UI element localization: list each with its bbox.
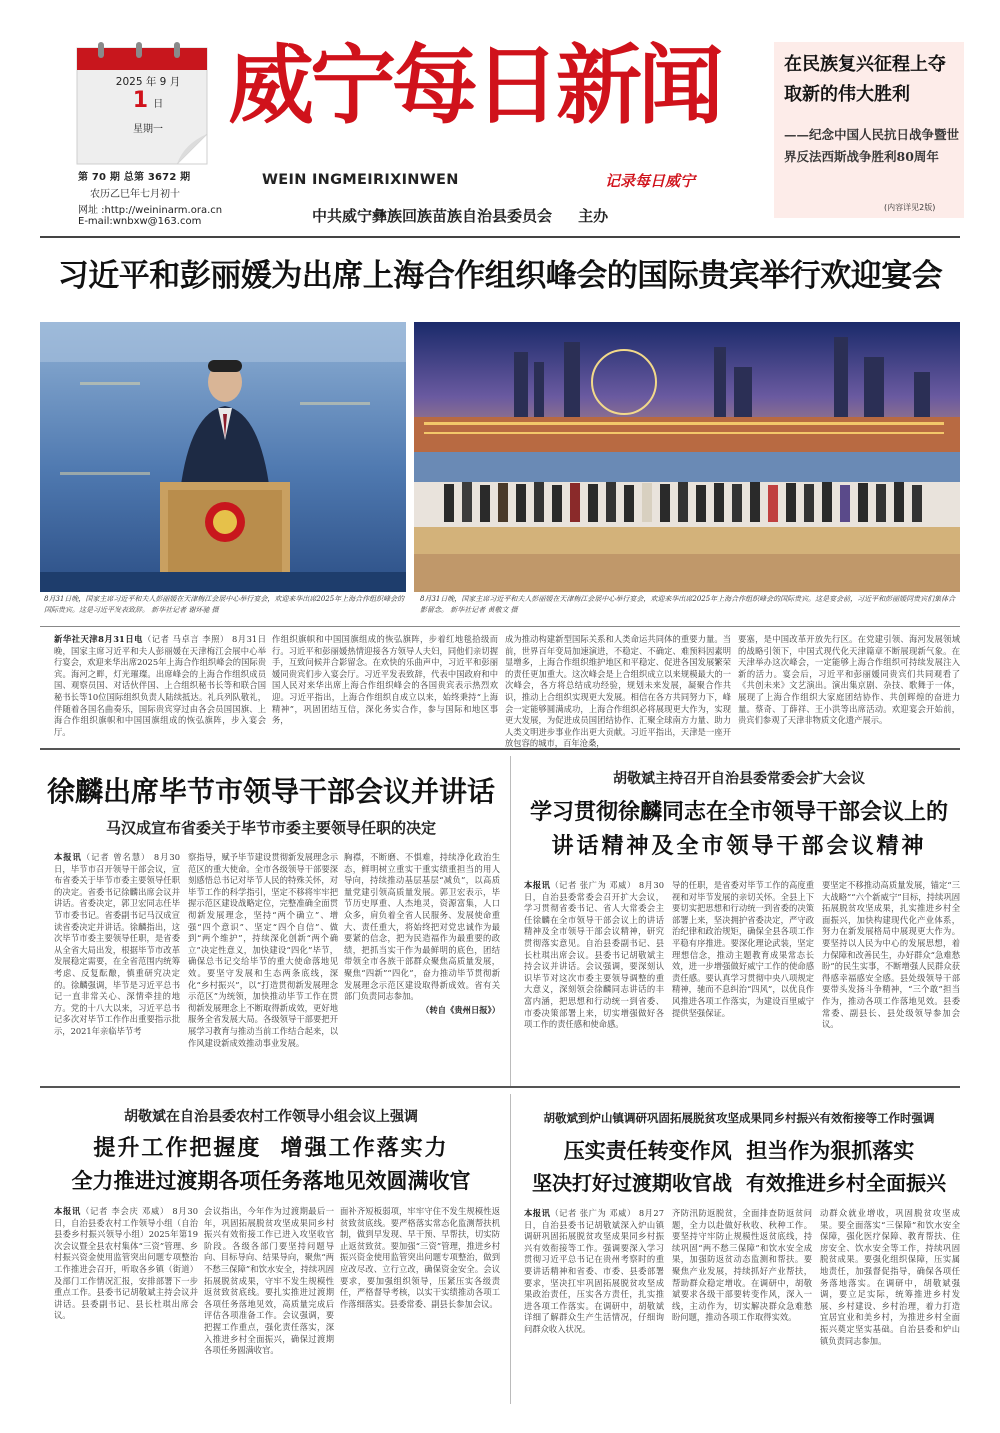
hujingbin3-kicker: 胡敬斌到炉山镇调研巩固拓展脱贫攻坚成果同乡村振兴有效衔接等工作时强调 — [543, 1111, 935, 1125]
xulin-source: （转自《贵州日报》） — [421, 1004, 500, 1015]
lead-col-3: 成为推动构建新型国际关系和人类命运共同体的重要力量。当前，世界百年变局加速演进，不稳定、不确定、难预料因素明显增多，上海合作组织维护地区和平稳定、促进各国发展繁荣的责任更加重大。这次峰会是上合组织成立以来规模最大的一次峰会，各方将总结成功经验，规划未来发展，凝聚合作共识，推动上合组织实现更大发展。相信在各方共同努力下，峰会一定能够圆满成功，上海合作组织必将展现更大作为，实现更大发展，为促进成员国团结协作、汇聚全球南方力量、助力人类文明进步事业作出更大贡献。习近平指出，天津是一座开放包容的城市，百年沧桑， — [505, 634, 731, 749]
date-year-month: 2025 年 9 月 — [115, 76, 181, 88]
photo-group-caption: 8月31日晚，国家主席习近平和夫人彭丽媛在天津梅江会展中心举行宴会，欢迎来华出席2025年上海合作组织峰会的国际贵宾。这是宴会前，习近平和彭丽媛同贵宾们集体合影留念。 新华社记者 黄敬文 摄 — [420, 595, 956, 614]
hujingbin2-kicker: 胡敬斌在自治县委农村工作领导小组会议上强调 — [124, 1109, 418, 1125]
lead-dateline: 新华社天津8月31日电（记者 马卓言 李照） — [54, 634, 229, 644]
lunar-date: 农历乙巳年七月初十 — [90, 189, 180, 200]
section-divider-2 — [40, 1086, 960, 1088]
xulin-col-3: 胸襟，不断磨、不惧难，持续净化政治生态，鲜明树立重实干重实绩重担当的用人导向，持续推动基层基层“减负”，以高质量党建引领高质量发展。郭卫宏表示，毕节历史厚重、人杰地灵，资源富集，人口众多，肩负着全省人民服务、发展使命重大、责任重大，将始终把对党忠诚作为最要紧的信念，把为民造福作为最重要的政绩，把抓当实干作为最鲜明的底色，团结带领全市各族干部群众聚焦高质量发展，聚焦“四新”“四化”，奋力推动毕节贯彻新发展理念示范区建设取得新成效。省有关部门负责同志参加。 （转自《贵州日报》） — [344, 852, 500, 1015]
newspaper-slogan: 记录每日威宁 — [605, 172, 696, 190]
hujingbin2-headline-1: 提升工作把握度 增强工作落实力 — [93, 1136, 449, 1161]
photo-speech-caption: 8月31日晚，国家主席习近平和夫人彭丽媛在天津梅江会展中心举行宴会，欢迎来华出席2025年上海合作组织峰会的国际贵宾。这是习近平发表致辞。 新华社记者 谢环驰 摄 — [44, 595, 405, 614]
lead-col-1 — [54, 634, 266, 738]
newspaper-pinyin: WEIN INGMEIRIXINWEN — [262, 172, 459, 188]
masthead-divider — [40, 236, 960, 238]
hujingbin3-col-2: 齐防汛防返脱贫，全面排查防返贫问题，全力以赴做好秋收、秋种工作。要坚持守牢防止规模性返贫底线，持续巩固“两不愁三保障”和饮水安全成果，加强防返贫动态监测和帮扶。要聚焦产业发展，持续抓好产业帮扶，帮助群众稳定增收。在调研中，胡敬斌要求各级干部要转变作风，深入一线，主动作为，切实解决群众急难愁盼问题，推动各项工作取得实效。 — [672, 1208, 812, 1323]
promo-note: (内容详见2版) — [884, 203, 936, 212]
email-link[interactable]: E-mail:wnbxw@163.com — [78, 216, 202, 227]
newspaper-title: 威宁每日新闻 — [228, 36, 720, 136]
photo-group — [414, 322, 960, 592]
hujingbin1-headline-1: 学习贯彻徐麟同志在全市领导干部会议上的 — [529, 800, 948, 825]
hujingbin3-headline-2: 坚决打好过渡期收官战 有效推进乡村全面振兴 — [532, 1171, 946, 1195]
hujingbin2-col-1: 本报讯（记者 李会庆 邓威） 8月30日，自治县委农村工作领导小组（自治县委乡村振兴领导小组）2025年第19次会议暨全县农村集体“三资”管理、乡村振兴资金使用监管突出问题专项整治工作推进会召开，听取各乡镇（街道）及部门工作情况汇报，安排部署下一步重点工作。县委书记胡敬斌主持会议并讲话。县委副书记、县长杜琪出席会议。 — [54, 1206, 198, 1321]
xulin-subhead: 马汉成宣布省委关于毕节市委主要领导任职的决定 — [105, 819, 436, 837]
newspaper-sponsor: 中共威宁彝族回族苗族自治县委员会 主办 — [312, 207, 609, 225]
lead-divider — [40, 626, 960, 627]
website-link[interactable]: 网址 :http://weininarm.ora.cn — [78, 205, 223, 216]
xulin-col-1: 本报讯（记者 曾名慧） 8月30日，毕节市召开领导干部会议，宣布省委关于毕节市委主要领导任职的决定。省委书记徐麟出席会议并讲话。省委决定，郭卫宏同志任毕节市委书记。省委副书记马汉成宣读省委决定并讲话。徐麟指出，这次毕节市委主要领导任职，是省委从全省大局出发，根据毕节市改革发展稳定需要，在全省范围内统筹考虑、反复酝酿，慎重研究决定的。徐麟强调，毕节是习近平总书记一直非常关心、深情牵挂的地方。党的十八大以来，习近平总书记多次对毕节工作作出重要指示批示，2021年亲临毕节考 — [54, 852, 180, 1036]
column-divider-upper — [510, 756, 511, 1086]
hujingbin2-col-3: 面补齐短板弱项，牢牢守住不发生规模性返贫致贫底线。要严格落实常态化监测帮扶机制，做到早发现、早干预、早帮扶，切实防止返贫致贫。要加强“三资”管理，推进乡村振兴资金使用监管突出问题专项整治，做到应改尽改、立行立改，确保资金安全。会议要求，要加强组织领导，压紧压实各级责任，严格督导考核，以实干实绩推动各项工作落细落实。县委常委、副县长参加会议。 — [340, 1206, 500, 1309]
hujingbin1-kicker: 胡敬斌主持召开自治县委常委会扩大会议 — [613, 771, 865, 787]
promo-subtitle: ——纪念中国人民抗日战争暨世界反法西斯战争胜利80周年 — [784, 127, 960, 164]
hujingbin2-col-2: 会议指出，今年作为过渡期最后一年，巩固拓展脱贫攻坚成果同乡村振兴有效衔接工作已进入攻坚收官阶段。各级各部门要坚持问题导向、目标导向、结果导向，聚焦“两不愁三保障”和饮水安全，持续巩固拓展脱贫成果，守牢不发生规模性返贫致贫底线。要扎实推进过渡期各项任务落地见效，高质量完成后评估各项准备工作。会议强调，要把握工作重点，强化责任落实，深入推进乡村全面振兴，确保过渡期各项任务圆满收官。 — [204, 1206, 334, 1356]
lead-col-2: 作组织旗帜和中国国旗组成的恢弘旗阵，步着红地毯拾级而行。习近平和彭丽媛热情迎接各方领导人夫妇，同他们亲切握手，互致问候并合影留念。在欢快的乐曲声中，习近平和彭丽媛同贵宾们步入宴会厅。习近平发表致辞，代表中国政府和中国人民对来华出席上海合作组织峰会的各国贵宾表示热烈欢迎。习近平指出，上海合作组织自成立以来，始终秉持“上海精神”，巩固团结互信，深化务实合作，参与国际和地区事务， — [272, 634, 498, 726]
issue-number: 第 70 期 总第 3672 期 — [78, 172, 191, 183]
promo-title: 在民族复兴征程上夺取新的伟大胜利 — [784, 54, 946, 105]
section-divider-1 — [40, 748, 960, 750]
lead-col-4: 要塞，是中国改革开放先行区。在党建引领、海河发展领域的战略引领下，中国式现代化天津篇章不断展现新气象。在天津举办这次峰会，一定能够上海合作组织可持续发展注入新的活力。宴会后，习近平和彭丽媛同贵宾们共同观看了《共创未来》文艺演出。演出集京剧、杂技、歌舞于一体，展现了上海合作组织大家庭团结协作、共创辉煌的奋进力量。蔡奇、丁薛祥、王小洪等出席活动。欢迎宴会开始前，贵宾们参观了天津非物质文化遗产展示。 — [738, 634, 960, 726]
hujingbin1-col-1: 本报讯（记者 张广为 邓威） 8月30日，自治县委常委会召开扩大会议，学习贯彻省委书记、省人大常委会主任徐麟在全市领导干部会议上的讲话精神及全市领导干部会议精神，研究贯彻落实意见。自治县委副书记、县长杜琪出席会议。县委书记胡敬斌主持会议并讲话。会议强调，要深刻认识毕节对这次市委主要领导调整的重大意义，深刻领会徐麟同志讲话的丰富内涵，把思想和行动统一到省委、市委决策部署上来，切实增强做好各项工作的责任感和使命感。 — [524, 880, 664, 1030]
photo-speech — [40, 322, 406, 592]
lead-col-1-text: 8月31日晚，国家主席习近平和夫人彭丽媛在天津梅江会展中心举行宴会，欢迎来华出席2025年上海合作组织峰会的国际贵宾。海河之畔，灯光璀璨。出席峰会的上海合作组织成员国、观察员国、对话伙伴国、上合组织秘书长等和联合国秘书长等10位国际组织负责人陆续抵达。礼兵列队敬礼，伴随着各国名曲奏乐，国际贵宾穿过由各会员国国旗、上海合作组织旗帜和中国国旗组成的恢弘旗阵，步入宴会厅。 — [54, 634, 267, 737]
promo-box[interactable] — [774, 42, 964, 218]
date-day-suffix: 日 — [153, 99, 164, 110]
hujingbin1-col-3: 要坚定不移推动高质量发展，锚定“三大战略”“六个新威宁”目标，持续巩固拓展脱贫攻坚成果，扎实推进乡村全面振兴，加快构建现代化产业体系，努力在新发展格局中展现更大作为。要坚持以人民为中心的发展思想，着力保障和改善民生，办好群众“急难愁盼”的民生实事，不断增强人民群众获得感幸福感安全感。县处级领导干部要带头发扬斗争精神，“三个敢”担当作为，推动各项工作落地见效。县委常委、副县长、县处级领导参加会议。 — [822, 880, 960, 1030]
date-day-block — [98, 88, 198, 113]
hujingbin2-headline-2: 全力推进过渡期各项任务落地见效圆满收官 — [71, 1169, 471, 1193]
date-day: 1 — [132, 88, 149, 113]
hujingbin3-col-1: 本报讯（记者 张广为 邓威） 8月27日，自治县委书记胡敬斌深入炉山镇调研巩固拓展脱贫攻坚成果同乡村振兴有效衔接等工作。强调要深入学习贯彻习近平总书记在贵州考察时的重要讲话精神和省委、市委、县委部署要求，坚决扛牢巩固拓展脱贫攻坚成果政治责任，压实各方责任，扎实推进各项工作落实。在调研中，胡敬斌详细了解群众生产生活情况，仔细询问群众收入状况。 — [524, 1208, 664, 1334]
hujingbin1-col-2: 导的任职，是省委对毕节工作的高度重视和对毕节发展的亲切关怀。全县上下要切实把思想和行动统一到省委的决策部署上来，坚决拥护省委决定，严守政治纪律和政治规矩，确保全县各项工作平稳有序推进。要深化理论武装，坚定理想信念，推动主题教育成果常态长效，进一步增强做好威宁工作的使命感责任感。要认真学习贯彻中央八项规定精神，驰而不息纠治“四风”，以优良作风推进各项工作落实，为建设百里威宁提供坚强保证。 — [672, 880, 814, 1018]
xulin-col-2: 察指导，赋予毕节建设贯彻新发展理念示范区的重大使命。全市各级领导干部要深刻感悟总书记对毕节人民的特殊关怀，对毕节工作的科学指引，坚定不移将牢牢把握示范区建设战略定位，完整准确全面贯彻新发展理念，坚持“两个确立”、增强“四个意识”、坚定“四个自信”、做到“两个维护”，持续深化创新“两个确立”决定性意义，加快建设“四化”毕节，确保总书记交给毕节的重大使命落地见效。要坚守发展和生态两条底线，深化“乡村振兴”，以“打造贯彻新发展理念示范区”为统领，加快推动毕节工作在贯彻新发展理念上不断取得新成效，更好地服务全省发展大局。各级领导干部要把开展学习教育与推动当前工作结合起来，以作风建设新成效推动事业发展。 — [188, 852, 338, 1048]
date-weekday: 星期一 — [133, 124, 163, 135]
lead-headline: 习近平和彭丽媛为出席上海合作组织峰会的国际贵宾举行欢迎宴会 — [57, 258, 943, 294]
hujingbin3-col-3: 动群众就业增收，巩固脱贫攻坚成果。要全面落实“三保障”和饮水安全保障，强化医疗保障、教育帮扶、住房安全、饮水安全等工作，持续巩固脱贫成果。要强化组织保障，压实属地责任，加强督促指导，确保各项任务落地落实。在调研中，胡敬斌强调，要立足实际，统筹推进乡村发展、乡村建设、乡村治理，着力打造宜居宜业和美乡村，为推进乡村全面振兴奠定坚实基础。自治县委和炉山镇负责同志参加。 — [820, 1208, 960, 1346]
hujingbin3-headline-1: 压实责任转变作风 担当作为狠抓落实 — [563, 1139, 915, 1163]
hujingbin1-headline-2: 讲话精神及全市领导干部会议精神 — [551, 834, 927, 859]
column-divider-lower — [510, 1094, 511, 1404]
xulin-headline: 徐麟出席毕节市领导干部会议并讲话 — [46, 775, 495, 808]
